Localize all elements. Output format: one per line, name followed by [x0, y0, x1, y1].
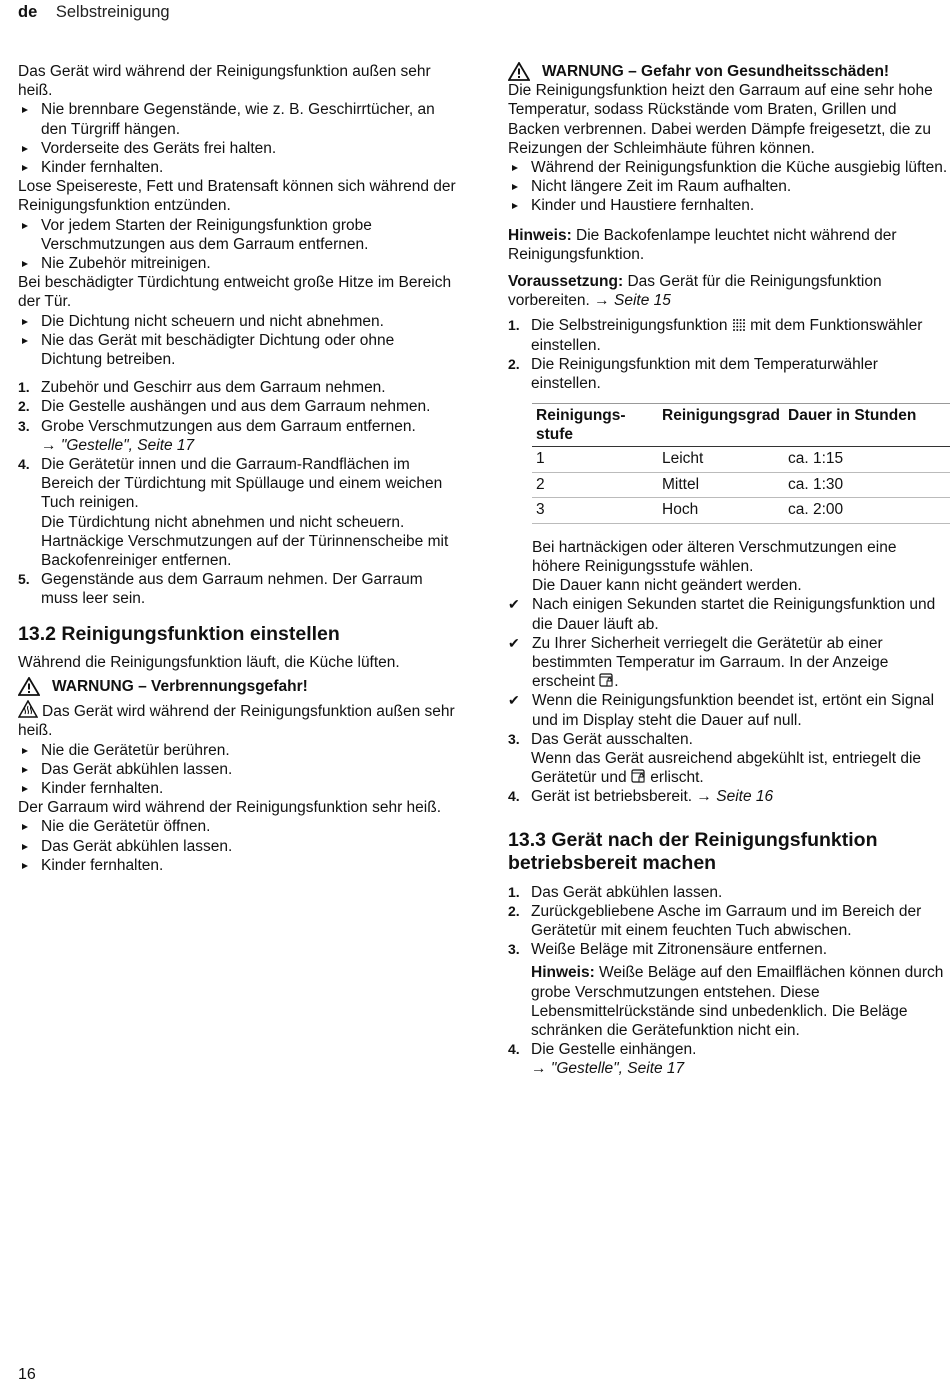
step-item: 5. Gegenstände aus dem Garraum nehmen. Der Garraum muss leer sein.: [18, 571, 423, 608]
step-item: 4. Die Gerätetür innen und die Garraum-Randflächen im Bereich der Türdichtung mit Spüllauge und einem weichen Tuch reinigen. Die Türdichtung nicht abnehmen und nicht scheuern. Hartnäckige Verschmutzungen auf der Türinnenscheibe mit Backofenreiniger entfernen.: [18, 456, 449, 570]
step-item: 2. Die Gestelle aushängen und aus dem Garraum nehmen.: [18, 398, 431, 416]
section-heading: 13.3 Gerät nach der Reinigungsfunktion betriebsbereit machen: [508, 828, 878, 874]
bullet-item: Kinder fernhalten.: [18, 779, 458, 798]
paragraph: Bei beschädigter Türdichtung entweicht große Hitze im Bereich der Tür.: [18, 274, 452, 311]
paragraph: Die Reinigungsfunktion heizt den Garraum auf eine sehr hohe Temperatur, sodass Rückstände vom Braten, Grillen und Backen verbrennen. Dabei werden Dämpfe freigesetzt, die zu Reizungen der Schleimhäute führen können.: [508, 82, 933, 157]
paragraph: Während die Reinigungsfunktion läuft, die Küche lüften.: [18, 653, 400, 671]
bullet-item: Nie das Gerät mit beschädigter Dichtung oder ohne Dichtung betreiben.: [18, 331, 458, 369]
step-item: 2. Zurückgebliebene Asche im Garraum und im Bereich der Gerätetür mit einem feuchten Tuch abwischen.: [508, 902, 922, 939]
step-item: 1. Die Selbstreinigungsfunktion mit dem Funktionswähler einstellen.: [508, 317, 923, 354]
page-link[interactable]: → "Gestelle", Seite 17: [41, 436, 195, 454]
section-heading: 13.2 Reinigungsfunktion einstellen: [18, 622, 340, 645]
result-item: ✔ Wenn die Reinigungsfunktion beendet ist, ertönt ein Signal und im Display steht die Dauer auf null.: [508, 692, 935, 729]
bullet-item: Nicht längere Zeit im Raum aufhalten.: [508, 177, 948, 196]
check-icon: ✔: [508, 634, 520, 651]
bullet-item: Kinder fernhalten.: [18, 158, 458, 177]
bullet-item: Vorderseite des Geräts frei halten.: [18, 139, 458, 158]
left-column: [18, 62, 458, 875]
bullet-item: Das Gerät abkühlen lassen.: [18, 760, 458, 779]
bullet-item: Vor jedem Starten der Reinigungsfunktion grobe Verschmutzungen aus dem Garraum entfernen.: [18, 216, 458, 254]
step-item: 4. Gerät ist betriebsbereit. → Seite 16: [508, 788, 774, 806]
table-row: 2 Mittel ca. 1:30: [532, 472, 950, 498]
language-code: de: [18, 3, 38, 21]
result-item: ✔ Zu Ihrer Sicherheit verriegelt die Gerätetür ab einer bestimmten Temperatur im Garraum. In der Anzeige erscheint .: [508, 634, 889, 691]
bullet-item: Während der Reinigungsfunktion die Küche ausgiebig lüften.: [508, 158, 948, 177]
table-header: Dauer in Stunden: [784, 404, 950, 447]
step-item: 3. Grobe Verschmutzungen aus dem Garraum entfernen. → "Gestelle", Seite 17: [18, 417, 416, 454]
table-row: 3 Hoch ca. 2:00: [532, 498, 950, 524]
warning-triangle-icon: [508, 62, 530, 81]
section-title: Selbstreinigung: [55, 3, 170, 21]
self-cleaning-icon: [732, 318, 746, 332]
cleaning-level-table: [532, 403, 950, 524]
door-lock-icon: [599, 672, 614, 688]
bullet-item: Nie die Gerätetür öffnen.: [18, 817, 458, 836]
right-column: [508, 62, 948, 1079]
page-link[interactable]: → Seite 16: [696, 788, 774, 806]
paragraph: Das Gerät wird während der Reinigungsfunktion außen sehr heiß.: [18, 700, 458, 740]
step-item: 4. Die Gestelle einhängen. → "Gestelle", Seite 17: [508, 1041, 697, 1078]
bullet-item: Kinder fernhalten.: [18, 856, 458, 875]
table-header: Reinigungsstufe: [532, 404, 658, 447]
check-icon: ✔: [508, 692, 520, 709]
bullet-item: Die Dichtung nicht scheuern und nicht abnehmen.: [18, 312, 458, 331]
bullet-item: Das Gerät abkühlen lassen.: [18, 837, 458, 856]
bullet-item: Nie brennbare Gegenstände, wie z. B. Geschirrtücher, an den Türgriff hängen.: [18, 100, 458, 138]
result-item: ✔ Nach einigen Sekunden startet die Reinigungsfunktion und die Dauer läuft ab.: [508, 596, 936, 633]
hint-paragraph: Hinweis: Die Backofenlampe leuchtet nicht während der Reinigungsfunktion.: [508, 226, 897, 263]
step-item: 3. Das Gerät ausschalten. Wenn das Gerät ausreichend abgekühlt ist, entriegelt die Gerätetür und erlischt.: [508, 730, 922, 787]
door-lock-icon: [631, 768, 646, 784]
page-link[interactable]: → Seite 15: [594, 292, 671, 310]
check-icon: ✔: [508, 596, 520, 613]
bullet-item: Kinder und Haustiere fernhalten.: [508, 196, 948, 215]
page-header: [18, 3, 170, 22]
warning-title: WARNUNG – Verbrennungsgefahr!: [18, 677, 458, 696]
paragraph: Das Gerät wird während der Reinigungsfunktion außen sehr heiß.: [18, 63, 431, 100]
hot-surface-icon: [18, 700, 38, 718]
bullet-item: Nie die Gerätetür berühren.: [18, 741, 458, 760]
prerequisite-paragraph: Voraussetzung: Das Gerät für die Reinigungsfunktion vorbereiten. → Seite 15: [508, 273, 882, 310]
paragraph: Die Dauer kann nicht geändert werden.: [532, 577, 802, 595]
warning-title: WARNUNG – Gefahr von Gesundheitsschäden!: [508, 62, 948, 81]
bullet-item: Nie Zubehör mitreinigen.: [18, 254, 458, 273]
step-item: 1. Das Gerät abkühlen lassen.: [508, 883, 723, 901]
paragraph: Lose Speisereste, Fett und Bratensaft können sich während der Reinigungsfunktion entzünden.: [18, 178, 456, 215]
warning-triangle-icon: [18, 677, 40, 696]
paragraph: Der Garraum wird während der Reinigungsfunktion sehr heiß.: [18, 799, 442, 817]
paragraph: Bei hartnäckigen oder älteren Verschmutzungen eine höhere Reinigungsstufe wählen.: [532, 538, 897, 575]
hint-paragraph: Hinweis: Weiße Beläge auf den Emailflächen können durch grobe Verschmutzungen entstehen. Diese Lebensmittelrückstände sind unbedenklich. Die Beläge schränken die Gerätefunktion nicht ein.: [531, 964, 944, 1040]
step-item: 1. Zubehör und Geschirr aus dem Garraum nehmen.: [18, 379, 386, 397]
step-item: 2. Die Reinigungsfunktion mit dem Temperaturwähler einstellen.: [508, 355, 878, 393]
step-item: 3. Weiße Beläge mit Zitronensäure entfernen. Hinweis: Weiße Beläge auf den Emailflächen können durch grobe Verschmutzungen entstehen. Diese Lebensmittelrückstände sind unbedenklich. Die Beläge schränken die Gerätefunktion nicht ein.: [508, 940, 948, 1040]
page-number: 16: [18, 1366, 36, 1383]
table-header: Reinigungsgrad: [658, 404, 784, 447]
table-row: 1 Leicht ca. 1:15: [532, 447, 950, 473]
page-link[interactable]: → "Gestelle", Seite 17: [531, 1060, 685, 1078]
